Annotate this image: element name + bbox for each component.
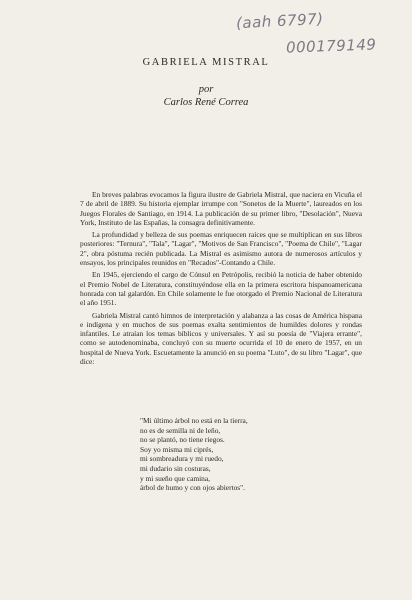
- byline: por: [198, 84, 214, 95]
- article-body: [80, 190, 362, 369]
- article-title: GABRIELA MISTRAL: [142, 57, 270, 68]
- handwritten-catalog-number: 000179149: [285, 35, 377, 57]
- poem-line: árbol de humo y con ojos abiertos".: [140, 483, 246, 493]
- poem-line: "Mi último árbol no está en la tierra,: [140, 416, 248, 425]
- poem-line: no es de semilla ni de leño,: [140, 425, 221, 435]
- poem-line: mi dudario sin costuras,: [140, 463, 211, 473]
- author-name: Carlos René Correa: [163, 97, 249, 108]
- paragraph-1: En breves palabras evocamos la figura ilustre de Gabriela Mistral, que naciera en Vicuña el 7 de abril de 1889. Su historia ejemplar irrumpe con "Sonetos de la Muerte", laureados en los Juegos Florales de Santiago, en 1914. La publicación de su primer libro, "Desolación", Nueva York, Instituto de las Españas, la consagra definitivamente.: [80, 190, 362, 227]
- paragraph-3: En 1945, ejerciendo el cargo de Cónsul en Petrópolis, recibió la noticia de haber obtenido el Premio Nobel de Literatura, constituyéndose ella en la primera escritora hispanoamericana honrada con tal galardón. En Chile solamente le fue otorgado el Premio Nacional de Literatura el año 1951.: [80, 270, 362, 308]
- poem-line: y mi sueño que camina,: [140, 473, 210, 483]
- paragraph-2: La profundidad y belleza de sus poemas enriquecen raíces que se multiplican en sus libros posteriores: "Ternura", "Tala", "Lagar", "Motivos de San Francisco", "Poema de Chile", "Lagar 2", obra póstuma recién publicada. La Mistral es asimismo autora de numerosos artículos y ensayos, los principales reunidos en "Recados"-Contando a Chile.: [80, 230, 362, 268]
- poem-line: mi sombreadura y mi ruedo,: [140, 454, 224, 464]
- poem-line: no se plantó, no tiene riegos.: [140, 435, 225, 445]
- poem-quote: [140, 416, 360, 493]
- poem-line: Soy yo misma mi ciprés,: [140, 444, 214, 454]
- handwritten-catalog-code: (aah 6797): [235, 9, 324, 33]
- paragraph-4: Gabriela Mistral cantó himnos de interpretación y alabanza a las cosas de América hispana e indígena y en muchos de sus poemas exalta sentimientos de humildes dolores y rondas infantiles. Le atraían los temas bíblicos y universales. Y así su poesía de "Viajera errante", como se autodenominaba, concluyó con su muerte ocurrida el 10 de enero de 1957, en un hospital de Nueva York. Escuetamente la anunció en su poema "Luto", de su libro "Lagar", que dice:: [80, 310, 362, 367]
